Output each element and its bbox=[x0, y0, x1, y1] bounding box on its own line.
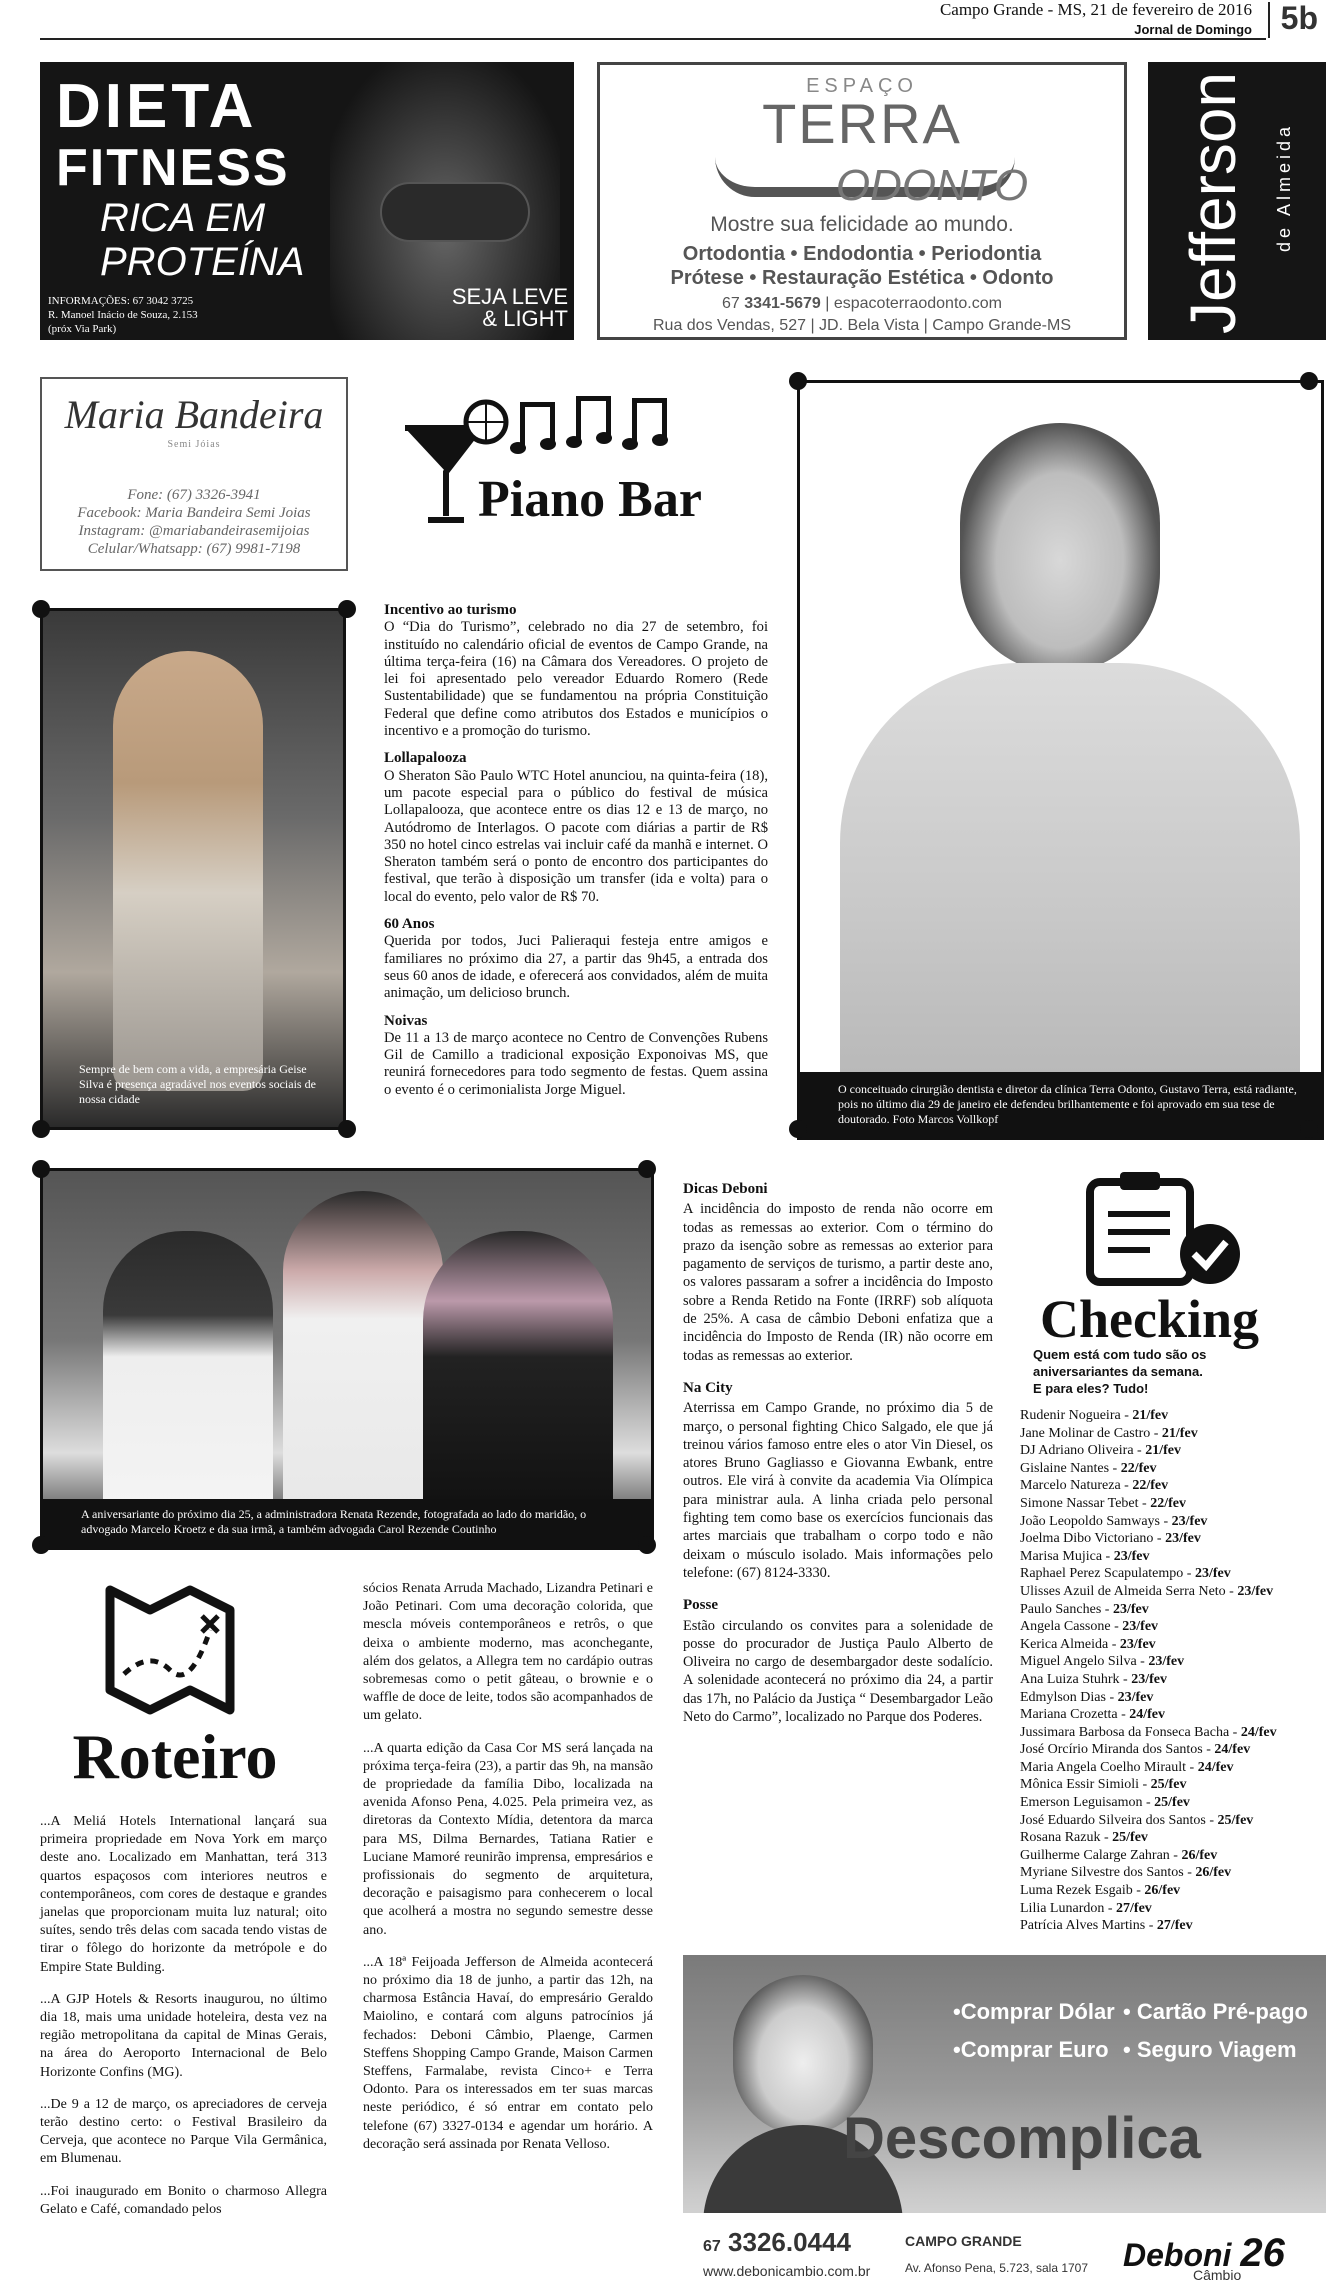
roteiro-item: ...A quarta edição da Casa Cor MS será lançada na próxima terça-feira (23), a partir das 9h, na mansão de propriedade da família Dibo, localizada na avenida Afonso Pena, 4.025. Pela primeira vez, as diretoras da Contexto Mídia, detentora da marca para MS, Dilma Bernardes, Tatiana Ratier e Luciane Mamoré reunirão imprensa, empresários e profissionais do segmento de arquitetura, decoração e paisagismo para conhecerem o local que acolherá a mostra no segundo semestre desse ano. bbox=[363, 1740, 653, 1938]
birthday-item bbox=[1020, 1864, 1326, 1882]
checking-subtitle-line2: aniversariantes da semana. bbox=[1033, 1364, 1203, 1379]
birthday-item bbox=[1020, 1477, 1326, 1495]
checking-section-header bbox=[1020, 1170, 1326, 1410]
corner-dot bbox=[338, 600, 356, 618]
ad-maria-instagram: Instagram: @mariabandeirasemijoias bbox=[78, 523, 310, 539]
ad-deboni-service-4: • Seguro Viagem bbox=[1123, 2037, 1297, 2062]
birthday-date: 24/fev bbox=[1214, 1742, 1251, 1758]
ad-maria-tagline: Semi Jóias bbox=[167, 439, 221, 450]
birthday-item bbox=[1020, 1565, 1326, 1583]
birthday-item bbox=[1020, 1829, 1326, 1847]
ad-dieta-line2: FITNESS bbox=[56, 139, 290, 197]
birthday-name: Rudenir Nogueira - bbox=[1020, 1408, 1133, 1423]
ad-deboni-service-1: •Comprar Dólar bbox=[953, 1999, 1115, 2024]
checking-subtitle bbox=[1033, 1346, 1206, 1397]
ad-terra-logo-odonto: ODONTO bbox=[835, 161, 1029, 210]
corner-dot bbox=[789, 1120, 807, 1138]
birthday-name: Maria Angela Coelho Mirault - bbox=[1020, 1759, 1198, 1775]
birthday-item bbox=[1020, 1847, 1326, 1865]
birthday-name: Marcelo Natureza - bbox=[1020, 1478, 1133, 1494]
birthday-name: Edmylson Dias - bbox=[1020, 1689, 1118, 1705]
ad-deboni-service-3: •Comprar Euro bbox=[953, 2037, 1109, 2062]
ad-dieta-brand-line2: & LIGHT bbox=[482, 306, 568, 331]
birthday-item bbox=[1020, 1794, 1326, 1812]
note-text: A incidência do imposto de renda não ocorre em todas as remessas ao exterior. Com o término do prazo da isenção sobre as remessas ao exterior para pagamento de serviços de turismo, a partir deste ano, os valores passaram a sofrer a incidência do Imposto sobre a Renda Retido na Fonte (IRRF) sob alíquota de 25%. A casa de câmbio Deboni enfatiza que a incidência do Imposto de Renda (IR) não ocorre em todas as remessas ao exterior. bbox=[683, 1201, 993, 1364]
photo-renata-rezende bbox=[40, 1168, 654, 1550]
roteiro-item: ...A GJP Hotels & Resorts inaugurou, no último dia 18, mais uma unidade hoteleira, desta vez na região metropolitana da capital de Minas Gerais, na área do Aeroporto Internacional de Belo Horizonte Confins (MG). bbox=[40, 1991, 327, 2080]
birthday-item bbox=[1020, 1671, 1326, 1689]
birthday-name: Ulisses Azuil de Almeida Serra Neto - bbox=[1020, 1583, 1238, 1599]
ad-terra-slogan: Mostre sua felicidade ao mundo. bbox=[710, 213, 1014, 236]
birthday-name: Miguel Angelo Silva - bbox=[1020, 1654, 1149, 1670]
birthday-name: Gislaine Nantes - bbox=[1020, 1460, 1121, 1476]
birthday-item bbox=[1020, 1900, 1326, 1918]
birthday-name: José Eduardo Silveira dos Santos - bbox=[1020, 1812, 1218, 1828]
birthday-date: 25/fev bbox=[1150, 1777, 1187, 1793]
photo-gustavo-terra bbox=[797, 380, 1324, 1140]
birthday-date: 26/fev bbox=[1144, 1883, 1181, 1899]
roteiro-column-left bbox=[40, 1813, 327, 2233]
ad-dieta-brand bbox=[452, 286, 568, 330]
birthday-name: DJ Adriano Oliveira - bbox=[1020, 1443, 1146, 1459]
page-header bbox=[0, 0, 1326, 48]
ad-deboni-site: www.debonicambio.com.br bbox=[703, 2263, 871, 2279]
ad-terra-phone: 3341-5679 bbox=[744, 295, 821, 312]
checking-title: Checking bbox=[1040, 1289, 1260, 1349]
birthday-date: 23/fev bbox=[1131, 1671, 1167, 1687]
birthday-date: 24/fev bbox=[1129, 1707, 1165, 1723]
ad-dieta-fitness bbox=[40, 62, 574, 340]
birthday-date: 22/fev bbox=[1120, 1460, 1157, 1476]
note-heading: Posse bbox=[683, 1597, 718, 1614]
header-divider bbox=[1268, 2, 1270, 38]
birthday-item bbox=[1020, 1741, 1326, 1759]
birthday-name: Lilia Lunardon - bbox=[1020, 1900, 1117, 1916]
roteiro-title: Roteiro bbox=[72, 1721, 278, 1792]
birthday-date: 23/fev bbox=[1119, 1636, 1156, 1652]
social-notes-column bbox=[384, 602, 768, 1099]
note-heading: Na City bbox=[683, 1379, 733, 1396]
birthday-item bbox=[1020, 1776, 1326, 1794]
note-text: Querida por todos, Juci Palieraqui festeja entre amigos e familiares no próximo dia 27, a partir das 9h45, a entrada dos seus 60 anos de idade, e oferecerá aos convidados, além de muita animação, um delicioso brunch. bbox=[384, 933, 768, 1002]
birthday-name: Simone Nassar Tebet - bbox=[1020, 1495, 1151, 1511]
birthday-name: Jane Molinar de Castro - bbox=[1020, 1425, 1162, 1441]
birthday-item bbox=[1020, 1530, 1326, 1548]
ad-dieta-line3: RICA EM bbox=[100, 196, 266, 240]
ad-terra-site: espacoterraodonto.com bbox=[833, 295, 1002, 312]
birthday-item bbox=[1020, 1653, 1326, 1671]
birthday-list bbox=[1020, 1407, 1326, 1935]
birthday-name: Jussimara Barbosa da Fonseca Bacha - bbox=[1020, 1724, 1241, 1740]
newspaper-name: Jornal de Domingo bbox=[1134, 22, 1252, 37]
ad-terra-services-1: Ortodontia • Endodontia • Periodontia bbox=[682, 243, 1042, 265]
birthday-name: João Leopoldo Samways - bbox=[1020, 1513, 1172, 1529]
photo-caption: A aniversariante do próximo dia 25, a administradora Renata Rezende, fotografada ao lado do maridão, o advogado Marcelo Kroetz e da sua irmã, a também advogada Carol Rezende Coutinho bbox=[43, 1499, 651, 1547]
note-text: Aterrissa em Campo Grande, no próximo dia 5 de março, o personal fighting Chico Salgado, ele que já treinou vários famoso entre eles o ator Vin Diesel, os atores Bruno Gagliasso e Giovanna Ewbank, entre outros. Ele virá à convite da academia Via Olímpica para ministrar aula. A linha criada pelo personal fighting tem como base os exercícios funcionais das artes marciais que trabalham o corpo todo e não deixam o músculo isolado. Mais informações pelo telefone: (67) 8124-3330. bbox=[683, 1400, 993, 1581]
ad-terra-odonto bbox=[597, 62, 1127, 340]
ad-dieta-address: R. Manoel Inácio de Souza, 2.153 bbox=[48, 309, 198, 321]
birthday-date: 25/fev bbox=[1154, 1795, 1190, 1811]
person-head bbox=[960, 423, 1160, 673]
ad-deboni-footer bbox=[683, 2213, 1326, 2295]
birthday-date: 22/fev bbox=[1150, 1495, 1186, 1511]
birthday-item bbox=[1020, 1689, 1326, 1707]
birthday-item bbox=[1020, 1882, 1326, 1900]
ad-maria-bandeira bbox=[40, 377, 348, 571]
birthday-item bbox=[1020, 1759, 1326, 1777]
ad-terra-espaco: ESPAÇO bbox=[806, 75, 918, 97]
birthday-name: Angela Cassone - bbox=[1020, 1619, 1123, 1635]
note-text: O Sheraton São Paulo WTC Hotel anunciou, na quinta-feira (18), um pacote especial para o público do festival de música Lollapalooza, que acontece entre os dias 12 e 13 de março, no Autódromo de Interlagos. O pacote com diárias a partir de R$ 350 no hotel cinco estrelas vai incluir café da manhã e internet. O Sheraton também será o ponto de encontro dos participantes do festival, que terão à disposição um transfer (ida e volta) para o local do evento, pelo valor de R$ 70. bbox=[384, 767, 768, 905]
ad-deboni-address: Av. Afonso Pena, 5.723, sala 1707 bbox=[905, 2261, 1089, 2275]
ad-deboni-logo-sub: Câmbio bbox=[1193, 2267, 1242, 2283]
dicas-column bbox=[683, 1170, 993, 1740]
corner-dot bbox=[32, 1160, 50, 1178]
birthday-date: 21/fev bbox=[1161, 1425, 1198, 1441]
ad-dieta-line1: DIETA bbox=[56, 72, 258, 141]
checking-subtitle-line3: E para eles? Tudo! bbox=[1033, 1381, 1149, 1396]
birthday-name: Mônica Essir Simioli - bbox=[1020, 1777, 1151, 1793]
birthday-date: 23/fev bbox=[1148, 1654, 1185, 1670]
ad-terra-logo-terra: TERRA bbox=[762, 92, 962, 155]
ad-deboni-phone-number: 3326.0444 bbox=[728, 2227, 851, 2257]
ad-terra-services-2: Prótese • Restauração Estética • Odonto bbox=[670, 267, 1054, 289]
photo-caption: O conceituado cirurgião dentista e diretor da clínica Terra Odonto, Gustavo Terra, está radiante, pois no último dia 29 de janeiro ele defendeu brilhantemente e foi aprovado em sua tese de doutorado. Foto Marcos Vollkopf bbox=[800, 1072, 1321, 1137]
note-heading: Lollapalooza bbox=[384, 750, 467, 767]
birthday-name: Patrícia Alves Martins - bbox=[1020, 1918, 1157, 1934]
birthday-item bbox=[1020, 1706, 1326, 1724]
birthday-item bbox=[1020, 1425, 1326, 1443]
ad-dieta-reference: (próx Via Park) bbox=[48, 323, 117, 335]
birthday-item bbox=[1020, 1917, 1326, 1935]
birthday-date: 25/fev bbox=[1217, 1812, 1254, 1828]
ad-maria-name: Maria Bandeira bbox=[64, 392, 324, 437]
ad-maria-fone: Fone: (67) 3326-3941 bbox=[127, 487, 261, 503]
page-number: 5b bbox=[1280, 0, 1318, 36]
birthday-date: 23/fev bbox=[1122, 1619, 1159, 1635]
edition-date: Campo Grande - MS, 21 de fevereiro de 2016 bbox=[939, 0, 1252, 19]
corner-dot bbox=[32, 1536, 50, 1554]
corner-dot bbox=[638, 1160, 656, 1178]
birthday-name: Rosana Razuk - bbox=[1020, 1830, 1113, 1846]
birthday-date: 26/fev bbox=[1195, 1865, 1232, 1881]
birthday-name: Guilherme Calarge Zahran - bbox=[1020, 1847, 1182, 1863]
birthday-name: Luma Rezek Esgaib - bbox=[1020, 1883, 1145, 1899]
ad-deboni-logo-text: Deboni bbox=[1123, 2237, 1232, 2273]
note-heading: Dicas Deboni bbox=[683, 1181, 768, 1197]
corner-dot bbox=[1300, 1120, 1318, 1138]
header-rule bbox=[40, 38, 1266, 40]
birthday-name: Emerson Leguisamon - bbox=[1020, 1795, 1155, 1811]
corner-dot bbox=[32, 1120, 50, 1138]
ad-jefferson-almeida bbox=[1148, 62, 1326, 340]
birthday-name: Paulo Sanches - bbox=[1020, 1601, 1113, 1617]
corner-dot bbox=[638, 1536, 656, 1554]
birthday-name: Joelma Dibo Victoriano - bbox=[1020, 1531, 1166, 1547]
checking-subtitle-line1: Quem está com tudo são os bbox=[1033, 1347, 1207, 1362]
corner-dot bbox=[32, 600, 50, 618]
ad-deboni-phone bbox=[703, 2227, 851, 2258]
birthday-name: José Orcírio Miranda dos Santos - bbox=[1020, 1742, 1215, 1758]
person-figure bbox=[103, 1231, 273, 1511]
birthday-date: 22/fev bbox=[1132, 1478, 1169, 1494]
birthday-item bbox=[1020, 1636, 1326, 1654]
ad-terra-contact bbox=[600, 295, 1124, 313]
ad-deboni-phone-prefix: 67 bbox=[703, 2238, 721, 2255]
ad-dieta-info bbox=[48, 294, 198, 336]
birthday-name: Kerica Almeida - bbox=[1020, 1636, 1120, 1652]
note-text: Estão circulando os convites para a solenidade de posse do procurador de Justiça Paulo Alberto de Oliveira no cargo de desembargador deste sodalício. A solenidade acontecerá no próximo dia 24, a partir das 17h, no Palácio da Justiça “ Desembargador Leão Neto do Carmo”, localizado no Parque dos Poderes. bbox=[683, 1617, 993, 1726]
birthday-name: Marisa Mujica - bbox=[1020, 1548, 1114, 1564]
birthday-name: Raphael Perez Scapulatempo - bbox=[1020, 1566, 1195, 1582]
ad-maria-celular: Celular/Whatsapp: (67) 9981-7198 bbox=[87, 541, 301, 557]
birthday-item bbox=[1020, 1618, 1326, 1636]
ad-terra-phone-prefix: 67 bbox=[722, 295, 740, 312]
clipboard-check-icon bbox=[1020, 1170, 1326, 1290]
ad-terra-address: Rua dos Vendas, 527 | JD. Bela Vista | Campo Grande-MS bbox=[652, 317, 1071, 334]
roteiro-column-mid bbox=[363, 1580, 653, 2168]
ad-deboni-headline: Descomplica bbox=[843, 2106, 1201, 2171]
birthday-date: 23/fev bbox=[1171, 1513, 1208, 1529]
ad-jefferson-name: Jefferson bbox=[1177, 71, 1249, 334]
birthday-date: 23/fev bbox=[1165, 1531, 1201, 1547]
dumbbell-icon bbox=[380, 182, 530, 242]
birthday-date: 21/fev bbox=[1145, 1443, 1181, 1459]
birthday-date: 24/fev bbox=[1197, 1759, 1234, 1775]
note-text: De 11 a 13 de março acontece no Centro de Convenções Rubens Gil de Camillo a tradicional exposição Exponoivas MS, que reunirá fornecedores para todo segmento de festas. Quem assina o evento é o cerimonialista Jorge Miguel. bbox=[384, 1029, 768, 1098]
corner-dot bbox=[789, 372, 807, 390]
corner-dot bbox=[338, 1120, 356, 1138]
birthday-date: 26/fev bbox=[1181, 1847, 1218, 1863]
person-figure bbox=[283, 1191, 443, 1511]
birthday-date: 27/fev bbox=[1116, 1900, 1152, 1916]
piano-bar-title: Piano Bar bbox=[478, 471, 702, 528]
ad-dieta-line4: PROTEÍNA bbox=[100, 240, 305, 284]
roteiro-item: ...De 9 a 12 de março, os apreciadores de cerveja terão destino certo: o Festival Brasileiro da Cerveja, que acontece no Parque Vila Germânica, em Blumenau. bbox=[40, 2096, 327, 2167]
person-figure bbox=[423, 1231, 613, 1511]
note-heading: 60 Anos bbox=[384, 916, 435, 933]
note-heading: Noivas bbox=[384, 1012, 428, 1029]
birthday-date: 23/fev bbox=[1112, 1601, 1149, 1617]
person-body bbox=[840, 663, 1300, 1083]
ad-jefferson-sub: de Almeida bbox=[1274, 122, 1294, 252]
birthday-item bbox=[1020, 1407, 1326, 1425]
ad-deboni-anos: 26 bbox=[1240, 2231, 1285, 2275]
birthday-name: Mariana Crozetta - bbox=[1020, 1707, 1130, 1723]
birthday-date: 23/fev bbox=[1113, 1548, 1150, 1564]
treasure-map-icon bbox=[40, 1580, 310, 1720]
piano-bar-logo bbox=[400, 392, 730, 552]
ad-dieta-slogan bbox=[100, 196, 304, 284]
birthday-date: 21/fev bbox=[1132, 1408, 1169, 1423]
birthday-item bbox=[1020, 1460, 1326, 1478]
roteiro-item: ...A Meliá Hotels International lançará sua primeira propriedade em Nova York em março deste ano. Localizado em Manhattan, terá 313 quartos espaçosos com interiores neutros e contemporâneos, com cores de destaque e grandes janelas que proporcionam muita luz natural; oito suítes, sendo três delas com sacada tendo vistas de tirar o fôlego do horizonte da metrópole e do Empire State Bulding. bbox=[40, 1814, 327, 1975]
corner-dot bbox=[1300, 372, 1318, 390]
birthday-date: 23/fev bbox=[1237, 1583, 1274, 1599]
birthday-item bbox=[1020, 1548, 1326, 1566]
ad-deboni-service-2: • Cartão Pré-pago bbox=[1123, 1999, 1308, 2024]
ad-dieta-phone: INFORMAÇÕES: 67 3042 3725 bbox=[48, 295, 194, 307]
birthday-date: 25/fev bbox=[1112, 1830, 1148, 1846]
birthday-item bbox=[1020, 1495, 1326, 1513]
roteiro-item: ...A 18ª Feijoada Jefferson de Almeida acontecerá no próximo dia 18 de junho, a partir das 12h, na charmosa Estância Havaí, do empresário Geraldo Maiolino, e contará com alguns patrocínios já fechados: Deboni Câmbio, Plaenge, Carmen Steffens Shopping Campo Grande, Maison Carmen Steffens, Farmalabe, revista Cinco+ e Terra Odonto. Para os interessados em ter suas marcas neste periódico, é só entrar em contato pelo telefone (67) 3327-0134 e agendar um horário. A decoração será assinada por Renata Velloso. bbox=[363, 1954, 653, 2152]
birthday-date: 27/fev bbox=[1156, 1918, 1193, 1934]
birthday-item bbox=[1020, 1724, 1326, 1742]
birthday-name: Ana Luiza Stuhrk - bbox=[1020, 1671, 1132, 1687]
roteiro-item: sócios Renata Arruda Machado, Lizandra Petinari e João Petinari. Com uma decoração colorida, que mescla móveis contemporâneos e retrôs, o que deixa o ambiente moderno, mas aconchegante, além dos gelatos, a Allegra tem no cardápio outras sobremesas como o petit gâteau, o brownie e o waffle de doce de leite, todos são acompanhados de um gelato. bbox=[363, 1581, 653, 1724]
roteiro-logo bbox=[40, 1580, 310, 1790]
ad-dieta-brand-line1: SEJA LEVE bbox=[451, 284, 568, 309]
roteiro-item: ...Foi inaugurado em Bonito o charmoso Allegra Gelato e Café, comandado pelos bbox=[40, 2183, 327, 2217]
separator: | bbox=[825, 295, 834, 312]
birthday-item bbox=[1020, 1442, 1326, 1460]
photo-caption: Sempre de bem com a vida, a empresária Geise Silva é presença agradável nos eventos sociais de nossa cidade bbox=[79, 1062, 316, 1106]
ad-deboni-cambio bbox=[683, 1955, 1326, 2295]
birthday-item bbox=[1020, 1513, 1326, 1531]
ad-maria-facebook: Facebook: Maria Bandeira Semi Joias bbox=[77, 505, 311, 521]
birthday-item bbox=[1020, 1601, 1326, 1619]
birthday-item bbox=[1020, 1583, 1326, 1601]
birthday-item bbox=[1020, 1812, 1326, 1830]
ad-deboni-city: CAMPO GRANDE bbox=[905, 2233, 1022, 2249]
birthday-date: 23/fev bbox=[1117, 1689, 1154, 1705]
photo-geise-silva bbox=[40, 608, 346, 1130]
note-heading: Incentivo ao turismo bbox=[384, 602, 517, 618]
birthday-name: Myriane Silvestre dos Santos - bbox=[1020, 1865, 1196, 1881]
person-figure bbox=[113, 651, 263, 1091]
birthday-date: 24/fev bbox=[1240, 1724, 1277, 1740]
note-text: O “Dia do Turismo”, celebrado no dia 27 de setembro, foi instituído no calendário oficial de eventos de Campo Grande, na última terça-feira (16) na Câmara dos Vereadores. O projeto de lei foi apresentado pelo vereador Eduardo Romero (Rede Sustentabilidade) que se fundamentou na própria Constituição Federal que define como atributos dos Estados e municípios o incentivo e a promoção do turismo. bbox=[384, 619, 768, 740]
birthday-date: 23/fev bbox=[1194, 1566, 1231, 1582]
